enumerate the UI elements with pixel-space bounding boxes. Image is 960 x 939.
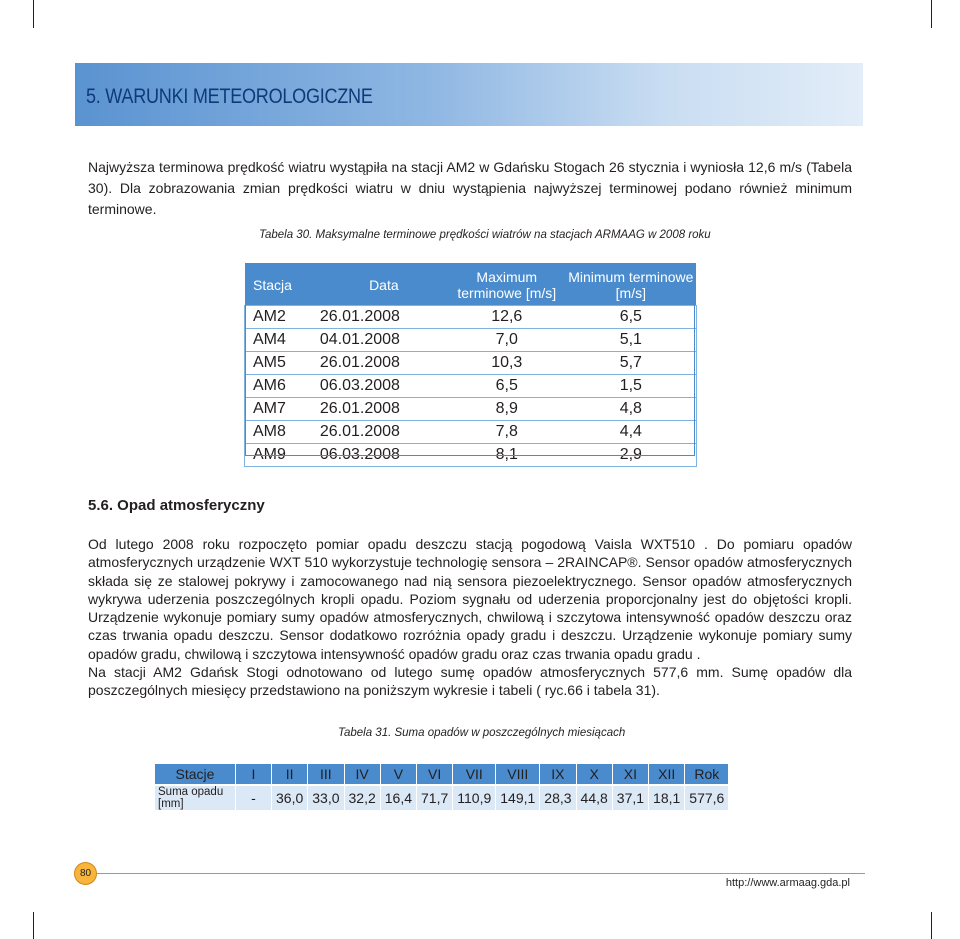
table-row bbox=[245, 444, 696, 467]
col-header-station: Stacja bbox=[245, 263, 320, 306]
month-header: VI bbox=[417, 764, 453, 785]
station-cell: AM6 bbox=[245, 375, 320, 398]
month-header: Stacje bbox=[155, 764, 236, 785]
max-cell: 8,9 bbox=[448, 398, 566, 421]
precip-cell: 37,1 bbox=[612, 785, 648, 810]
month-header: XII bbox=[649, 764, 685, 785]
table-row bbox=[245, 329, 696, 352]
table-row bbox=[245, 375, 696, 398]
table-31 bbox=[155, 764, 729, 810]
min-cell: 4,8 bbox=[566, 398, 696, 421]
min-cell: 5,7 bbox=[566, 352, 696, 375]
intro-paragraph: Najwyższa terminowa prędkość wiatru wystąpiła na stacji AM2 w Gdańsku Stogach 26 stycznia i wyniosła 12,6 m/s (Tabela 30). Dla zobrazowania zmian prędkości wiatru w dniu wystąpienia najwyższej terminowej podano również minimum terminowe. bbox=[88, 159, 852, 217]
precip-cell: 577,6 bbox=[685, 785, 729, 810]
month-header: IV bbox=[344, 764, 380, 785]
section-banner bbox=[75, 63, 863, 126]
station-cell: AM9 bbox=[253, 446, 286, 463]
section-body-2: Na stacji AM2 Gdańsk Stogi odnotowano od lutego sumę opadów atmosferycznych 577,6 mm. Sumę opadów dla poszczególnych miesięcy przedstawiono na poniższym wykresie i tabeli ( ryc.66 i tabela 31). bbox=[88, 664, 852, 699]
month-header: I bbox=[236, 764, 272, 785]
min-cell: 4,4 bbox=[566, 421, 696, 444]
crop-mark bbox=[33, 912, 34, 939]
month-header: III bbox=[308, 764, 344, 785]
station-cell: AM7 bbox=[245, 398, 320, 421]
precip-cell: - bbox=[236, 785, 272, 810]
month-header: II bbox=[272, 764, 308, 785]
station-cell: AM8 bbox=[245, 421, 320, 444]
col-header-date: Data bbox=[320, 263, 448, 306]
table30-caption: Tabela 30. Maksymalne terminowe prędkości wiatrów na stacjach ARMAAG w 2008 roku bbox=[259, 229, 711, 241]
station-cell: AM4 bbox=[245, 329, 320, 352]
month-header: VII bbox=[453, 764, 496, 785]
col-header-min: Minimum terminowe [m/s] bbox=[566, 263, 696, 306]
table-row bbox=[245, 398, 696, 421]
table-row bbox=[245, 306, 696, 329]
page-number-badge: 80 bbox=[74, 862, 97, 885]
precip-cell: 28,3 bbox=[540, 785, 576, 810]
crop-mark bbox=[931, 912, 932, 939]
precip-cell: 110,9 bbox=[453, 785, 496, 810]
precip-cell: 149,1 bbox=[496, 785, 540, 810]
table31-caption: Tabela 31. Suma opadów w poszczególnych miesiącach bbox=[338, 727, 626, 739]
col-header-max: Maximum terminowe [m/s] bbox=[448, 263, 566, 306]
precip-cell: 32,2 bbox=[344, 785, 380, 810]
precip-cell: 71,7 bbox=[417, 785, 453, 810]
month-header: Rok bbox=[685, 764, 729, 785]
max-cell: 7,0 bbox=[448, 329, 566, 352]
max-cell: 10,3 bbox=[448, 352, 566, 375]
max-cell: 8,1 bbox=[495, 446, 518, 463]
max-cell: 7,8 bbox=[448, 421, 566, 444]
precip-cell: 33,0 bbox=[308, 785, 344, 810]
precip-cell: 44,8 bbox=[576, 785, 612, 810]
crop-mark bbox=[33, 0, 34, 28]
chapter-title: 5. WARUNKI METEOROLOGICZNE bbox=[86, 85, 373, 108]
min-cell: 2,9 bbox=[619, 446, 642, 463]
min-cell: 5,1 bbox=[566, 329, 696, 352]
row-label: Suma opadu [mm] bbox=[155, 785, 236, 810]
month-header: X bbox=[576, 764, 612, 785]
footer-divider bbox=[95, 873, 865, 874]
footer-url[interactable]: http://www.armaag.gda.pl bbox=[725, 877, 850, 889]
date-cell: 26.01.2008 bbox=[320, 352, 448, 375]
min-cell: 6,5 bbox=[566, 306, 696, 329]
date-cell: 06.03.2008 bbox=[320, 375, 448, 398]
section-body: Od lutego 2008 roku rozpoczęto pomiar opadu deszczu stacją pogodową Vaisla WXT510 . Do pomiaru opadów atmosferycznych urządzenie WXT 510 wykorzystuje technologię sensora – 2RAINCAP®. Sensor opadów atmosferycznych składa się ze stalowej pokrywy i zamocowanego nad nią sensora piezoelektrycznego. Sensor opadów atmosferycznych wykrywa uderzenia poszczególnych kropli opadu. Poziom sygnału od uderzenia proporcjonalny jest do objętości kropli. Urządzenie wykonuje pomiary sumy opadów atmosferycznych, chwilową i szczytowa intensywność opadów deszczu oraz czas trwania opadu deszczu. Sensor dodatkowo rozróżnia opady gradu i deszczu. Urządzenie wykonuje pomiary sumy opadów gradu, chwilową i szczytowa intensywność opadów gradu oraz czas trwania opadu gradu . bbox=[88, 536, 852, 662]
table-row bbox=[245, 421, 696, 444]
max-cell: 6,5 bbox=[448, 375, 566, 398]
month-header: IX bbox=[540, 764, 576, 785]
crop-mark bbox=[931, 0, 932, 28]
month-header: XI bbox=[612, 764, 648, 785]
date-cell: 26.01.2008 bbox=[320, 306, 448, 329]
date-cell: 04.01.2008 bbox=[320, 329, 448, 352]
min-cell: 1,5 bbox=[566, 375, 696, 398]
max-cell: 12,6 bbox=[448, 306, 566, 329]
month-header: V bbox=[380, 764, 416, 785]
precip-cell: 18,1 bbox=[649, 785, 685, 810]
section-heading: 5.6. Opad atmosferyczny bbox=[88, 497, 265, 514]
table-row bbox=[245, 352, 696, 375]
date-cell: 26.01.2008 bbox=[320, 398, 448, 421]
station-cell: AM2 bbox=[245, 306, 320, 329]
date-cell: 06.03.2008 bbox=[319, 446, 400, 463]
table-30 bbox=[245, 263, 696, 466]
station-cell: AM5 bbox=[245, 352, 320, 375]
date-cell: 26.01.2008 bbox=[320, 421, 448, 444]
precip-cell: 16,4 bbox=[380, 785, 416, 810]
precip-cell: 36,0 bbox=[272, 785, 308, 810]
month-header: VIII bbox=[496, 764, 540, 785]
